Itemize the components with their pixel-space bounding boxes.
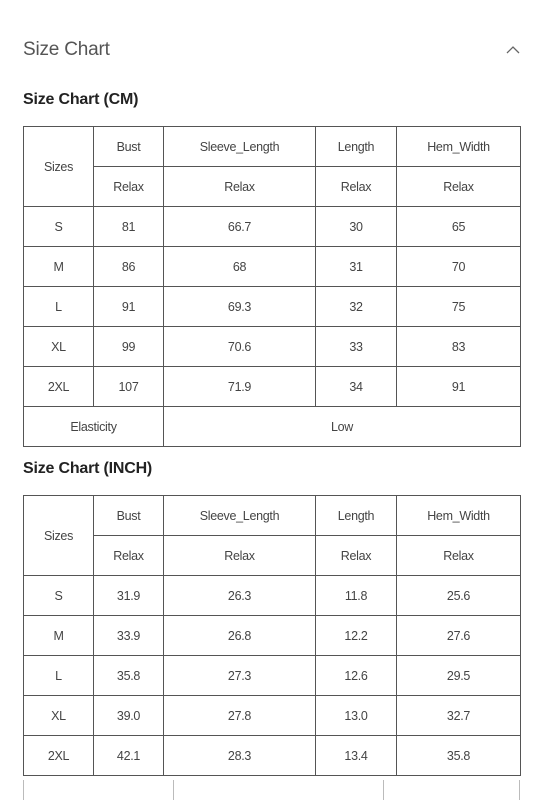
value-cell: 75 — [397, 287, 521, 327]
value-cell: 25.6 — [397, 576, 521, 616]
value-cell: 66.7 — [164, 207, 316, 247]
value-cell: 12.2 — [316, 616, 397, 656]
column-header: Hem_Width — [397, 127, 521, 167]
value-cell: 35.8 — [397, 736, 521, 776]
fit-cell: Relax — [164, 536, 316, 576]
value-cell: 42.1 — [94, 736, 164, 776]
fit-cell: Relax — [316, 536, 397, 576]
size-chart-header[interactable] — [0, 0, 533, 100]
value-cell: 86 — [94, 247, 164, 287]
value-cell: 13.0 — [316, 696, 397, 736]
size-cell: L — [24, 656, 94, 696]
value-cell: 13.4 — [316, 736, 397, 776]
fit-cell: Relax — [164, 167, 316, 207]
value-cell: 12.6 — [316, 656, 397, 696]
fit-row — [24, 167, 521, 207]
table-row — [24, 367, 521, 407]
value-cell: 69.3 — [164, 287, 316, 327]
value-cell: 70 — [397, 247, 521, 287]
table-header-row — [24, 496, 521, 536]
value-cell: 26.8 — [164, 616, 316, 656]
value-cell: 30 — [316, 207, 397, 247]
value-cell: 31.9 — [94, 576, 164, 616]
value-cell: 39.0 — [94, 696, 164, 736]
fit-cell: Relax — [397, 167, 521, 207]
size-cell: M — [24, 616, 94, 656]
value-cell: 91 — [397, 367, 521, 407]
value-cell: 31 — [316, 247, 397, 287]
value-cell: 32 — [316, 287, 397, 327]
value-cell: 33.9 — [94, 616, 164, 656]
value-cell: 32.7 — [397, 696, 521, 736]
value-cell: 34 — [316, 367, 397, 407]
table-row — [24, 616, 521, 656]
value-cell: 107 — [94, 367, 164, 407]
table-row — [24, 287, 521, 327]
cm-table-title: Size Chart (CM) — [23, 91, 139, 108]
table-row — [24, 327, 521, 367]
elasticity-row — [24, 407, 521, 447]
size-cell: S — [24, 207, 94, 247]
value-cell: 28.3 — [164, 736, 316, 776]
value-cell: 68 — [164, 247, 316, 287]
size-cell: S — [24, 576, 94, 616]
table-row — [24, 576, 521, 616]
column-header: Length — [316, 496, 397, 536]
fit-cell: Relax — [94, 536, 164, 576]
table-row — [24, 247, 521, 287]
size-chart-cm-table — [23, 126, 521, 447]
fit-row — [24, 536, 521, 576]
size-cell: XL — [24, 327, 94, 367]
value-cell: 81 — [94, 207, 164, 247]
table-header-row — [24, 127, 521, 167]
fit-cell: Relax — [94, 167, 164, 207]
size-cell: L — [24, 287, 94, 327]
elasticity-label: Elasticity — [24, 407, 164, 447]
table-row — [24, 736, 521, 776]
value-cell: 83 — [397, 327, 521, 367]
value-cell: 29.5 — [397, 656, 521, 696]
value-cell: 26.3 — [164, 576, 316, 616]
value-cell: 65 — [397, 207, 521, 247]
column-header: Bust — [94, 496, 164, 536]
size-cell: XL — [24, 696, 94, 736]
size-cell: 2XL — [24, 736, 94, 776]
value-cell: 99 — [94, 327, 164, 367]
size-cell: 2XL — [24, 367, 94, 407]
sizes-header: Sizes — [24, 496, 94, 576]
value-cell: 27.6 — [397, 616, 521, 656]
value-cell: 33 — [316, 327, 397, 367]
value-cell: 35.8 — [94, 656, 164, 696]
elasticity-value: Low — [164, 407, 521, 447]
column-header: Bust — [94, 127, 164, 167]
fit-cell: Relax — [316, 167, 397, 207]
value-cell: 27.8 — [164, 696, 316, 736]
value-cell: 27.3 — [164, 656, 316, 696]
size-chart-inch-table — [23, 495, 521, 776]
sizes-header: Sizes — [24, 127, 94, 207]
value-cell: 11.8 — [316, 576, 397, 616]
table-continuation — [23, 780, 520, 800]
size-cell: M — [24, 247, 94, 287]
column-header: Sleeve_Length — [164, 127, 316, 167]
fit-cell: Relax — [397, 536, 521, 576]
chevron-up-icon[interactable] — [505, 42, 521, 58]
column-header: Sleeve_Length — [164, 496, 316, 536]
inch-table-title: Size Chart (INCH) — [23, 460, 153, 477]
column-header: Length — [316, 127, 397, 167]
table-row — [24, 656, 521, 696]
table-row — [24, 207, 521, 247]
page-title: Size Chart — [23, 39, 110, 60]
value-cell: 70.6 — [164, 327, 316, 367]
table-row — [24, 696, 521, 736]
value-cell: 71.9 — [164, 367, 316, 407]
column-header: Hem_Width — [397, 496, 521, 536]
value-cell: 91 — [94, 287, 164, 327]
